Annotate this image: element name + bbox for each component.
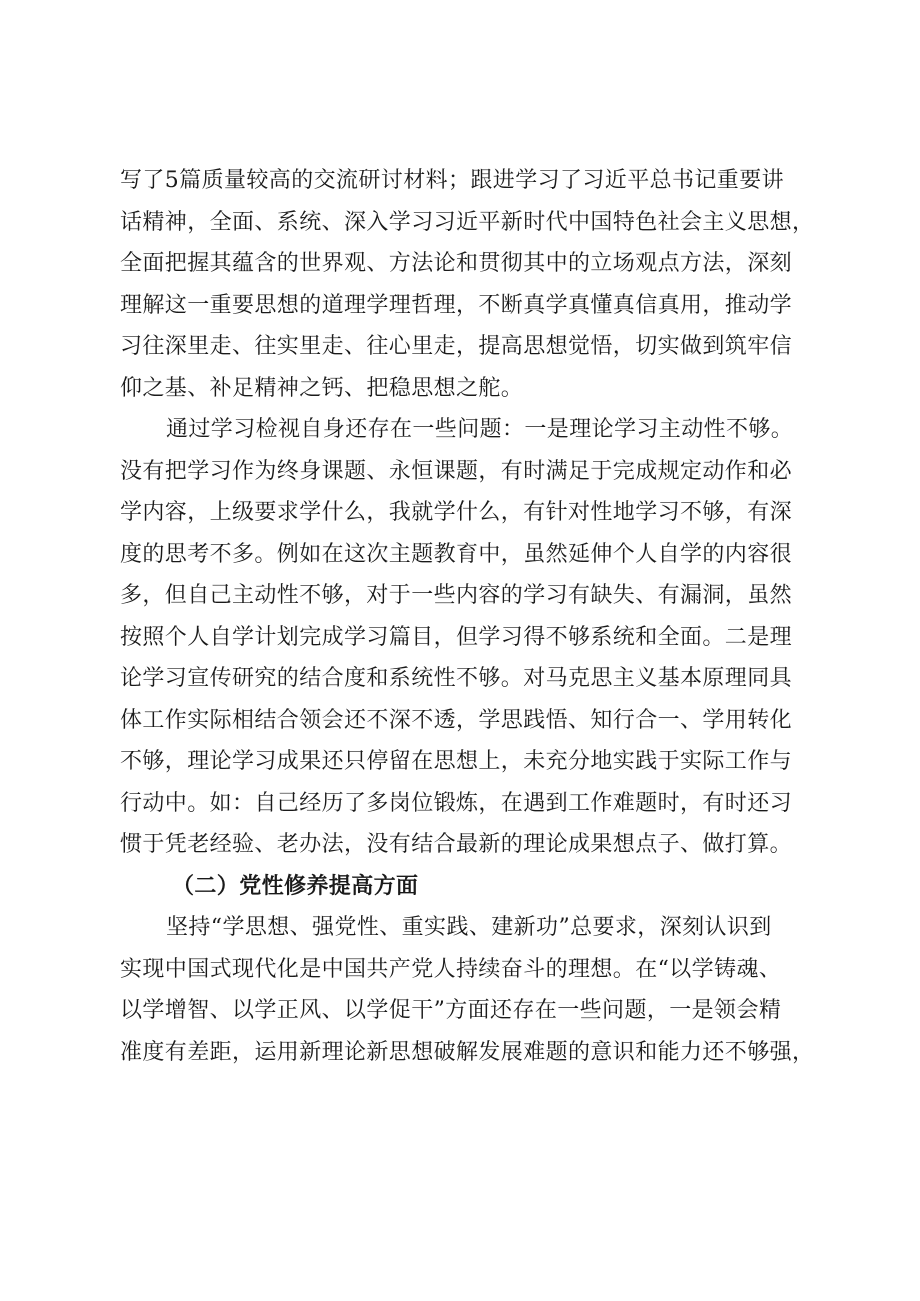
paragraph-line: 通过学习检视自身还存在一些问题：一是理论学习主动性不够。 xyxy=(166,417,794,442)
paragraph-line: 习往深里走、往实里走、往心里走，提高思想觉悟，切实做到筑牢信 xyxy=(120,334,793,359)
paragraph-line: 行动中。如：自己经历了多岗位锻炼，在遇到工作难题时，有时还习 xyxy=(120,790,793,816)
paragraph-1 xyxy=(120,160,820,409)
paragraph-line: 写了5篇质量较高的交流研讨材料；跟进学习了习近平总书记重要讲 xyxy=(120,168,784,193)
paragraph-3 xyxy=(120,907,820,1073)
paragraph-line: 全面把握其蕴含的世界观、方法论和贯彻其中的立场观点方法，深刻 xyxy=(120,251,793,276)
paragraph-line: 按照个人自学计划完成学习篇目，但学习得不够系统和全面。二是理 xyxy=(120,624,793,650)
paragraph-line: 论学习宣传研究的结合度和系统性不够。对马克思主义基本原理同具 xyxy=(120,666,793,691)
paragraph-line: 度的思考不多。例如在这次主题教育中，虽然延伸个人自学的内容很 xyxy=(120,541,793,567)
paragraph-2 xyxy=(120,409,820,866)
paragraph-line: 坚持“学思想、强党性、重实践、建新功”总要求，深刻认识到 xyxy=(166,915,772,940)
paragraph-line: 仰之基、补足精神之钙、把稳思想之舵。 xyxy=(120,375,524,401)
paragraph-line: 体工作实际相结合领会还不深不透，学思践悟、知行合一、学用转化 xyxy=(120,707,793,733)
document-body xyxy=(120,160,820,1073)
paragraph-line: 话精神，全面、系统、深入学习习近平新时代中国特色社会主义思想， xyxy=(120,209,815,235)
paragraph-line: 学内容，上级要求学什么，我就学什么，有针对性地学习不够，有深 xyxy=(120,500,793,525)
section-heading: （二）党性修养提高方面 xyxy=(172,873,419,899)
paragraph-line: 惯于凭老经验、老办法，没有结合最新的理论成果想点子、做打算。 xyxy=(120,832,793,857)
paragraph-line: 不够，理论学习成果还只停留在思想上，未充分地实践于实际工作与 xyxy=(120,749,793,774)
paragraph-line: 准度有差距，运用新理论新思想破解发展难题的意识和能力还不够强， xyxy=(120,1039,815,1065)
paragraph-line: 以学增智、以学正风、以学促干”方面还存在一些问题，一是领会精 xyxy=(120,998,782,1023)
paragraph-line: 多，但自己主动性不够，对于一些内容的学习有缺失、有漏洞，虽然 xyxy=(120,583,793,608)
paragraph-line: 没有把学习作为终身课题、永恒课题，有时满足于完成规定动作和必 xyxy=(120,458,793,484)
paragraph-line: 实现中国式现代化是中国共产党人持续奋斗的理想。在“以学铸魂、 xyxy=(120,956,782,982)
paragraph-line: 理解这一重要思想的道理学理哲理，不断真学真懂真信真用，推动学 xyxy=(120,292,793,318)
